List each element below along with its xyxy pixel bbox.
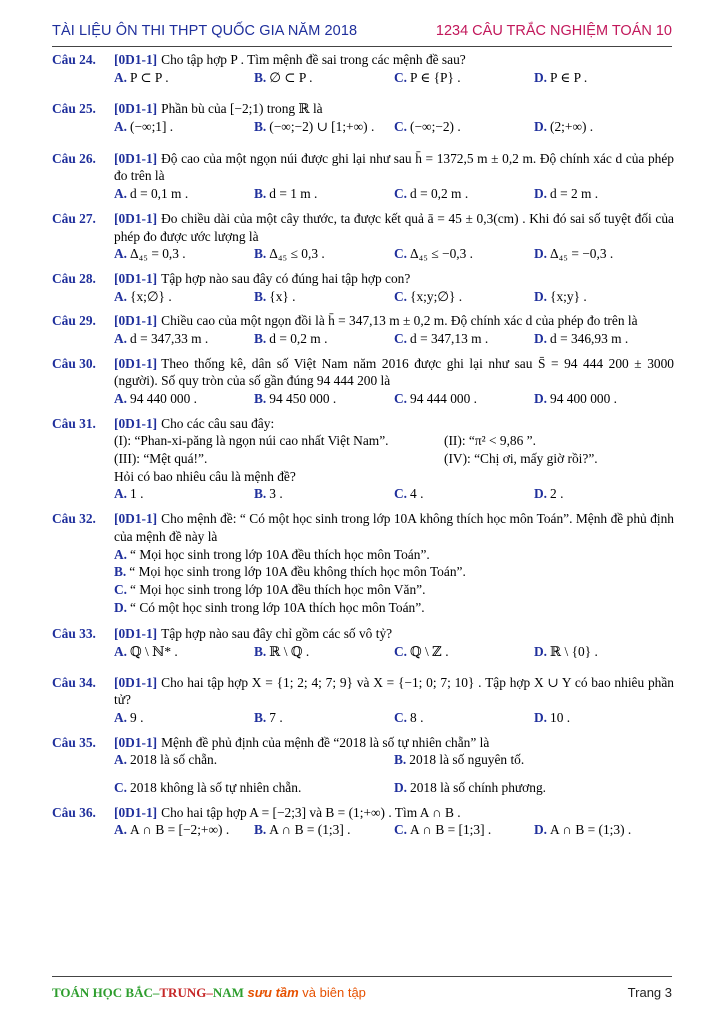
footer-brand-3: NAM [212,985,244,1000]
question [52,210,674,263]
option-letter: A. [114,246,128,262]
question-text: Cho các câu sau đây: [161,415,275,431]
option-text: 1 . [130,486,144,502]
options-row [114,563,674,581]
option-text: d = 0,1 m . [130,186,189,202]
answer-option[interactable] [114,581,674,599]
answer-option[interactable] [254,709,394,727]
options-row [114,330,674,348]
option-letter: D. [534,119,548,135]
answer-option[interactable] [394,485,534,503]
option-letter: B. [394,752,407,768]
option-letter: C. [394,822,408,838]
option-letter: D. [534,69,548,85]
question-stem [114,51,674,69]
option-text: A ∩ B = [1;3] . [410,822,492,838]
question-text: Chiều cao của một ngọn đồi là h̄ = 347,13 m ± 0,2 m. Độ chính xác d của phép đo trên là [161,313,638,329]
option-letter: C. [114,780,128,796]
answer-option[interactable] [394,751,674,769]
option-letter: A. [114,186,128,202]
statement: (III): “Mệt quá!”. [114,451,208,467]
answer-option[interactable] [114,185,254,203]
option-text: d = 0,2 m . [269,330,328,346]
question [52,734,674,797]
footer-brand-2: TRUNG– [159,985,213,1000]
question-tag: [0D1-1] [114,804,158,820]
option-letter: C. [394,288,408,304]
option-letter: B. [254,288,267,304]
option-text: 2018 là số chẵn. [130,752,218,768]
statement-row [114,432,674,450]
option-text: ℝ \ {0} . [550,643,598,659]
answer-option[interactable] [534,821,674,839]
option-text: ℝ \ ℚ . [269,643,310,659]
question [52,510,674,616]
question-number: Câu 28. [52,270,96,286]
question [52,674,674,727]
option-text: (2;+∞) . [550,119,594,135]
option-letter: D. [534,288,548,304]
option-text: 2018 là số nguyên tố. [409,752,525,768]
question-number: Câu 24. [52,52,96,67]
page-footer [52,984,672,1004]
options-row [114,581,674,599]
option-text: 2018 là số chính phương. [410,780,546,796]
page-number: Trang 3 [627,985,672,1000]
option-letter: D. [534,643,548,659]
answer-option[interactable] [254,288,394,306]
option-letter: A. [114,330,128,346]
option-letter: A. [114,752,128,768]
option-letter: D. [534,186,548,202]
header-subtitle: 1234 CÂU TRẮC NGHIỆM TOÁN 10 [435,23,672,39]
question-number: Câu 26. [52,150,96,166]
question-stem [114,625,674,643]
question-tag: [0D1-1] [114,52,158,67]
question-stem [114,150,674,185]
question-text: Tập hợp nào sau đây chỉ gồm các số vô tỷ? [161,626,393,642]
question [52,625,674,660]
footer-divider [52,976,672,977]
answer-option[interactable] [394,288,534,306]
question-stem [114,270,674,288]
question [52,51,674,86]
question [52,415,674,503]
answer-option[interactable] [534,288,674,306]
statement: (II): “π² < 9,86 ”. [444,433,536,449]
question-stem [114,355,674,390]
option-letter: A. [114,710,128,725]
question-stem [114,100,674,118]
question-text: Mệnh đề phủ định của mệnh đề “2018 là số tự nhiên chẵn” là [161,734,490,750]
answer-option[interactable] [394,118,534,136]
answer-option[interactable] [534,330,674,348]
footer-credit: sưu tầm [243,985,299,1000]
option-letter: C. [114,581,128,597]
question-number: Câu 36. [52,804,96,820]
question-text: Phần bù của [−2;1) trong ℝ là [161,101,323,117]
option-letter: D. [394,780,408,796]
question-tag: [0D1-1] [114,270,158,286]
option-letter: C. [394,119,408,135]
option-text: 10 . [550,710,571,725]
answer-option[interactable] [114,779,394,797]
option-text: {x;y;∅} . [410,288,463,304]
options-row [114,118,674,136]
options-row [114,485,674,503]
answer-option[interactable] [114,118,254,136]
option-text: ℚ \ ℕ* . [130,643,178,659]
question [52,150,674,203]
option-letter: A. [114,546,128,562]
statement: (IV): “Chị ơi, mấy giờ rồi?”. [444,451,598,467]
option-letter: D. [534,246,548,262]
answer-option[interactable] [254,643,394,661]
option-text: 94 450 000 . [269,391,337,406]
option-text: {x;y} . [550,288,587,304]
option-text: (−∞;−2) . [410,119,461,135]
answer-option[interactable] [394,779,674,797]
question-number: Câu 30. [52,355,96,371]
option-letter: C. [394,330,408,346]
question-tag: [0D1-1] [114,150,158,166]
question [52,270,674,305]
answer-option[interactable] [254,118,394,136]
answer-option[interactable] [114,485,254,503]
answer-option[interactable] [534,69,674,87]
answer-option[interactable] [534,390,674,408]
option-text: d = 347,13 m . [410,330,489,346]
options-row [114,599,674,617]
option-text: 7 . [269,710,283,725]
question-tag: [0D1-1] [114,674,158,690]
option-letter: B. [254,330,267,346]
question [52,312,674,347]
option-text: d = 347,33 m . [130,330,209,346]
option-letter: D. [534,330,548,346]
option-text: 2 . [550,486,564,502]
question-text: Tập hợp nào sau đây có đúng hai tập hợp con? [161,270,411,286]
question [52,355,674,408]
option-letter: B. [254,643,267,659]
answer-option[interactable] [534,118,674,136]
options-row [114,288,674,306]
option-text: “ Mọi học sinh trong lớp 10A đều không thích học môn Toán”. [129,564,466,580]
options-row [114,69,674,87]
option-letter: B. [254,246,267,262]
option-text: (−∞;1] . [130,119,174,135]
option-text: P ∈ {P} . [410,69,461,85]
options-row [114,390,674,408]
question-text: Cho mệnh đề: “ Có một học sinh trong lớp 10A không thích học môn Toán”. Mệnh đề phủ định của mệnh đề này là [114,511,674,544]
question-text: Độ cao của một ngọn núi được ghi lại như sau h̄ = 1372,5 m ± 0,2 m. Độ chính xác d của phép đo trên là [114,150,674,184]
option-letter: B. [114,564,127,580]
option-text: “ Mọi học sinh trong lớp 10A đều thích học môn Văn”. [130,581,426,597]
answer-option[interactable] [534,245,674,263]
question-prompt: Hỏi có bao nhiêu câu là mệnh đề? [114,468,296,484]
header-title: TÀI LIỆU ÔN THI THPT QUỐC GIA NĂM 2018 [52,23,358,39]
answer-option[interactable] [114,546,674,564]
question-number: Câu 32. [52,511,96,527]
answer-option[interactable] [394,390,534,408]
option-text: Δ₄₅ = 0,3 . [130,246,186,262]
option-text: A ∩ B = (1;3) . [550,822,632,838]
option-letter: A. [114,391,128,406]
options-row [114,751,674,769]
option-letter: A. [114,486,128,502]
option-text: d = 0,2 m . [410,186,469,202]
answer-option[interactable] [534,185,674,203]
footer-credit-tail: và biên tập [298,985,366,1000]
option-text: 3 . [269,486,283,502]
question [52,100,674,135]
option-letter: A. [114,69,128,85]
option-letter: B. [254,710,267,725]
answer-option[interactable] [114,709,254,727]
question-stem [114,415,674,433]
option-text: 2018 không là số tự nhiên chẵn. [130,780,302,796]
options-row [114,245,674,263]
options-row [114,779,674,797]
option-text: “ Có một học sinh trong lớp 10A thích học môn Toán”. [130,599,425,615]
question-stem [114,734,674,752]
option-text: {x} . [269,288,296,304]
question-number: Câu 25. [52,101,96,117]
answer-option[interactable] [114,69,254,87]
answer-option[interactable] [254,245,394,263]
question-text: Cho tập hợp P . Tìm mệnh đề sai trong các mệnh đề sau? [161,52,466,67]
answer-option[interactable] [534,485,674,503]
option-text: 9 . [130,710,144,725]
option-letter: C. [394,391,408,406]
option-text: Δ₄₅ = −0,3 . [550,246,614,262]
question-tag: [0D1-1] [114,734,158,750]
page-header [52,22,672,44]
option-text: 4 . [410,486,424,502]
answer-option[interactable] [114,390,254,408]
option-letter: A. [114,288,128,304]
question-text: Đo chiều dài của một cây thước, ta được kết quả ā = 45 ± 0,3(cm) . Khi đó sai số tuyệt đối của phép đo được ước lượng là [114,210,674,244]
option-letter: B. [254,69,267,85]
option-letter: C. [394,643,408,659]
option-letter: D. [534,486,548,502]
option-text: 94 440 000 . [130,391,197,406]
answer-option[interactable] [114,751,394,769]
options-row [114,821,674,839]
option-letter: A. [114,119,128,135]
question-number: Câu 27. [52,210,96,226]
option-text: d = 2 m . [550,186,599,202]
options-row [114,546,674,564]
answer-option[interactable] [394,821,534,839]
option-letter: D. [114,599,128,615]
option-letter: D. [534,391,548,406]
option-letter: A. [114,643,128,659]
option-text: A ∩ B = (1;3] . [269,822,351,838]
answer-option[interactable] [394,709,534,727]
options-row [114,709,674,727]
option-text: Δ₄₅ ≤ 0,3 . [269,246,325,262]
option-text: Δ₄₅ ≤ −0,3 . [410,246,474,262]
question-number: Câu 31. [52,415,96,431]
question-number: Câu 33. [52,626,96,642]
option-text: P ∈ P . [550,69,588,85]
question-list [52,51,674,839]
answer-option[interactable] [254,821,394,839]
question [52,804,674,839]
option-text: ℚ \ ℤ . [410,643,449,659]
question-tag: [0D1-1] [114,511,158,527]
answer-option[interactable] [254,330,394,348]
answer-option[interactable] [114,563,674,581]
options-row [114,643,674,661]
question-tag: [0D1-1] [114,101,158,117]
question-text: Cho hai tập hợp A = [−2;3] và B = (1;+∞) . Tìm A ∩ B . [161,804,461,820]
option-text: 94 444 000 . [410,391,477,406]
statement-row [114,450,674,468]
question-text: Cho hai tập hợp X = {1; 2; 4; 7; 9} và X = {−1; 0; 7; 10} . Tập hợp X ∪ Y có bao nhiêu phần tử? [114,674,674,708]
option-text: (−∞;−2) ∪ [1;+∞) . [269,119,375,135]
question-number: Câu 34. [52,674,96,690]
answer-option[interactable] [114,245,254,263]
question-number: Câu 29. [52,313,96,329]
question-stem [114,804,674,822]
option-letter: C. [394,186,408,202]
option-text: d = 346,93 m . [550,330,629,346]
statement: (I): “Phan-xi-păng là ngọn núi cao nhất Việt Nam”. [114,433,389,449]
option-letter: B. [254,391,267,406]
option-text: A ∩ B = [−2;+∞) . [130,822,230,838]
question-stem [114,674,674,709]
option-letter: C. [394,246,408,262]
answer-option[interactable] [394,185,534,203]
question-tag: [0D1-1] [114,313,158,329]
answer-option[interactable] [114,643,254,661]
option-letter: B. [254,486,267,502]
question-stem [114,210,674,245]
option-text: d = 1 m . [269,186,318,202]
answer-option[interactable] [394,69,534,87]
question-stem [114,312,674,330]
question-text: Theo thống kê, dân số Việt Nam năm 2016 được ghi lại như sau S̄ = 94 444 200 ± 3000 (người). Số quy tròn của số gần đúng 94 444 200 là [114,355,674,389]
answer-option[interactable] [254,485,394,503]
footer-brand-1: TOÁN HỌC BẮC– [52,985,160,1000]
options-row [114,185,674,203]
option-letter: D. [534,822,548,838]
option-letter: B. [254,119,267,135]
answer-option[interactable] [534,643,674,661]
question-tag: [0D1-1] [114,626,158,642]
question-number: Câu 35. [52,734,96,750]
question-tag: [0D1-1] [114,415,158,431]
option-letter: C. [394,69,408,85]
answer-option[interactable] [114,821,254,839]
answer-option[interactable] [394,330,534,348]
option-text: P ⊂ P . [130,69,169,85]
answer-option[interactable] [114,330,254,348]
option-text: “ Mọi học sinh trong lớp 10A đều thích học môn Toán”. [130,546,430,562]
question-tag: [0D1-1] [114,355,158,371]
option-text: {x;∅} . [130,288,172,304]
option-letter: D. [534,710,548,725]
option-letter: B. [254,186,267,202]
question-stem [114,510,674,545]
option-letter: C. [394,486,408,502]
answer-option[interactable] [254,69,394,87]
answer-option[interactable] [254,390,394,408]
answer-option[interactable] [394,245,534,263]
option-text: 8 . [410,710,424,725]
answer-option[interactable] [114,599,674,617]
option-letter: A. [114,822,128,838]
option-letter: C. [394,710,408,725]
answer-option[interactable] [394,643,534,661]
option-letter: B. [254,822,267,838]
answer-option[interactable] [114,288,254,306]
header-divider [52,46,672,47]
answer-option[interactable] [534,709,674,727]
question-tag: [0D1-1] [114,210,158,226]
option-text: ∅ ⊂ P . [269,69,313,85]
answer-option[interactable] [254,185,394,203]
option-text: 94 400 000 . [550,391,617,406]
